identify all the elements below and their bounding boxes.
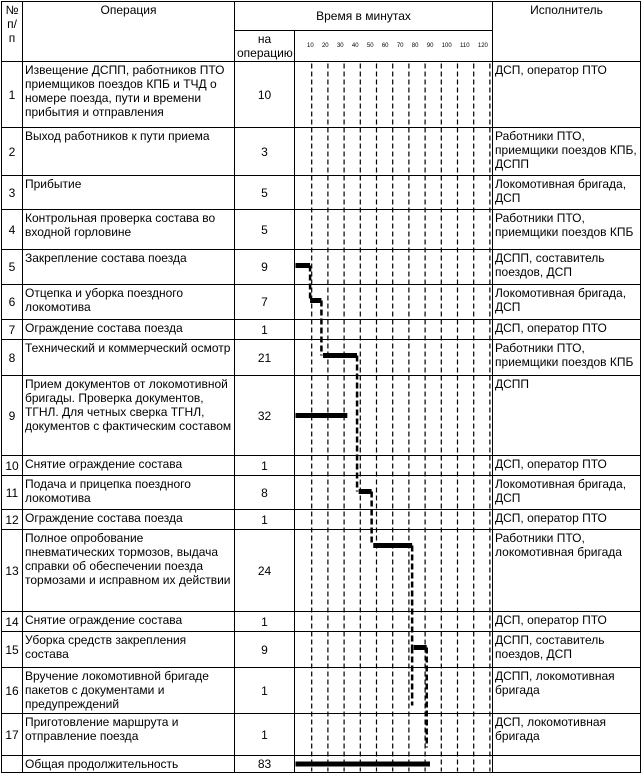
table-row <box>2 340 641 376</box>
operation-name: Уборка средств закрепления состава <box>23 632 235 668</box>
operation-duration: 24 <box>235 530 295 612</box>
executor: Работники ПТО, приемщики поездов КПБ, ДСПП <box>493 128 641 176</box>
tick-label: 70 <box>396 43 404 49</box>
header-ticks <box>295 31 493 62</box>
operation-name: Приготовление маршрута и отправление поезда <box>23 714 235 756</box>
table-row <box>2 632 641 668</box>
operation-duration: 1 <box>235 456 295 476</box>
operation-name: Отцепка и уборка поездного локомотива <box>23 285 235 320</box>
table-row <box>2 510 641 530</box>
operation-name: Снятие ограждение состава <box>23 612 235 632</box>
table-row <box>2 210 641 250</box>
row-number: 7 <box>2 320 23 340</box>
header-operation: Операция <box>23 2 235 62</box>
total-duration: 83 <box>235 756 295 773</box>
executor: ДСП, оператор ПТО <box>493 456 641 476</box>
operation-name: Ограждение состава поезда <box>23 510 235 530</box>
executor: ДСПП <box>493 376 641 456</box>
table-row <box>2 285 641 320</box>
tick-label: 120 <box>477 43 488 49</box>
executor: Работники ПТО, приемщики поездов КПБ <box>493 340 641 376</box>
row-number: 1 <box>2 62 23 128</box>
operation-name: Технический и коммерческий осмотр <box>23 340 235 376</box>
empty-cell <box>2 756 23 773</box>
executor: Работники ПТО, приемщики поездов КПБ <box>493 210 641 250</box>
row-number: 8 <box>2 340 23 376</box>
operation-name: Извещение ДСПП, работников ПТО приемщиков поездов КПБ и ТЧД о номере поезда, пути и времени прибытия и отправления <box>23 62 235 128</box>
row-number: 4 <box>2 210 23 250</box>
executor: ДСП, локомотивная бригада <box>493 714 641 756</box>
operation-duration: 32 <box>235 376 295 456</box>
operation-duration: 5 <box>235 210 295 250</box>
operation-name: Ограждение состава поезда <box>23 320 235 340</box>
executor: ДСПП, составитель поездов, ДСП <box>493 632 641 668</box>
table-row <box>2 62 641 128</box>
row-number: 5 <box>2 250 23 285</box>
executor: ДСПП, локомотивная бригада <box>493 668 641 714</box>
table-row <box>2 250 641 285</box>
timeline-cell <box>295 456 493 476</box>
executor: ДСП, оператор ПТО <box>493 320 641 340</box>
empty-cell <box>493 756 641 773</box>
row-number: 2 <box>2 128 23 176</box>
timeline-cell <box>295 668 493 714</box>
operation-name: Контрольная проверка состава во входной горловине <box>23 210 235 250</box>
timeline-cell <box>295 320 493 340</box>
header-per-op: на операцию <box>235 31 295 62</box>
tick-label: 110 <box>460 43 470 49</box>
operation-duration: 5 <box>235 176 295 210</box>
operation-duration: 1 <box>235 714 295 756</box>
table-row <box>2 176 641 210</box>
tick-label: 30 <box>336 43 344 49</box>
operation-duration: 7 <box>235 285 295 320</box>
operation-name: Выход работников к пути приема <box>23 128 235 176</box>
table-row <box>2 668 641 714</box>
tick-label: 20 <box>321 43 329 49</box>
executor: ДСП, оператор ПТО <box>493 510 641 530</box>
operation-duration: 8 <box>235 476 295 510</box>
table-row <box>2 612 641 632</box>
operation-duration: 1 <box>235 320 295 340</box>
timeline-cell <box>295 340 493 376</box>
operation-name: Прибытие <box>23 176 235 210</box>
tick-label: 10 <box>307 43 314 49</box>
table-row <box>2 714 641 756</box>
tick-label: 100 <box>441 43 452 49</box>
table-row <box>2 376 641 456</box>
tick-label: 40 <box>351 43 359 49</box>
executor: ДСП, оператор ПТО <box>493 612 641 632</box>
timeline-cell <box>295 62 493 128</box>
tick-label: 50 <box>366 43 374 49</box>
operation-duration: 10 <box>235 62 295 128</box>
timeline-cell <box>295 376 493 456</box>
header-time: Время в минутах <box>235 2 493 31</box>
executor: ДСПП, составитель поездов, ДСП <box>493 250 641 285</box>
row-number: 12 <box>2 510 23 530</box>
timeline-cell <box>295 285 493 320</box>
operation-duration: 1 <box>235 668 295 714</box>
operation-duration: 1 <box>235 612 295 632</box>
operation-duration: 21 <box>235 340 295 376</box>
operation-duration: 3 <box>235 128 295 176</box>
row-number: 3 <box>2 176 23 210</box>
operation-name: Подача и прицепка поездного локомотива <box>23 476 235 510</box>
tick-label: 60 <box>381 43 389 49</box>
timeline-cell <box>295 176 493 210</box>
total-label: Общая продолжительность <box>23 756 235 773</box>
row-number: 11 <box>2 476 23 510</box>
timeline-cell <box>295 632 493 668</box>
row-number: 16 <box>2 668 23 714</box>
executor: Локомотивная бригада, ДСП <box>493 285 641 320</box>
table-row <box>2 530 641 612</box>
operation-name: Снятие ограждение состава <box>23 456 235 476</box>
table-row <box>2 128 641 176</box>
total-row <box>2 756 641 773</box>
operation-duration: 9 <box>235 250 295 285</box>
schedule-table <box>1 1 641 773</box>
tick-label: 90 <box>426 43 434 49</box>
operation-name: Прием документов от локомотивной бригады. Проверка документов, ТГНЛ. Для четных сверка ТГНЛ, документов с фактическим составом <box>23 376 235 456</box>
row-number: 17 <box>2 714 23 756</box>
operation-name: Закрепление состава поезда <box>23 250 235 285</box>
header-executor: Исполнитель <box>493 2 641 62</box>
operation-duration: 9 <box>235 632 295 668</box>
row-number: 9 <box>2 376 23 456</box>
row-number: 6 <box>2 285 23 320</box>
executor: Локомотивная бригада, ДСП <box>493 176 641 210</box>
tick-label: 80 <box>411 43 419 49</box>
table-row <box>2 456 641 476</box>
timeline-cell <box>295 250 493 285</box>
row-number: 10 <box>2 456 23 476</box>
timeline-cell <box>295 612 493 632</box>
row-number: 15 <box>2 632 23 668</box>
timeline-cell <box>295 128 493 176</box>
timeline-cell <box>295 756 493 773</box>
timeline-cell <box>295 510 493 530</box>
timeline-cell <box>295 210 493 250</box>
operation-duration: 1 <box>235 510 295 530</box>
row-number: 14 <box>2 612 23 632</box>
operation-name: Полное опробование пневматических тормозов, выдача справки об обеспечении поезда тормозами и исправном их действии <box>23 530 235 612</box>
header-no: № п/п <box>2 2 23 62</box>
table-row <box>2 476 641 510</box>
operation-name: Вручение локомотивной бригаде пакетов с документами и предупреждений <box>23 668 235 714</box>
table-row <box>2 320 641 340</box>
row-number: 13 <box>2 530 23 612</box>
timeline-cell <box>295 476 493 510</box>
executor: Работники ПТО, локомотивная бригада <box>493 530 641 612</box>
timeline-cell <box>295 714 493 756</box>
executor: ДСП, оператор ПТО <box>493 62 641 128</box>
timeline-cell <box>295 530 493 612</box>
executor: Локомотивная бригада, ДСП <box>493 476 641 510</box>
